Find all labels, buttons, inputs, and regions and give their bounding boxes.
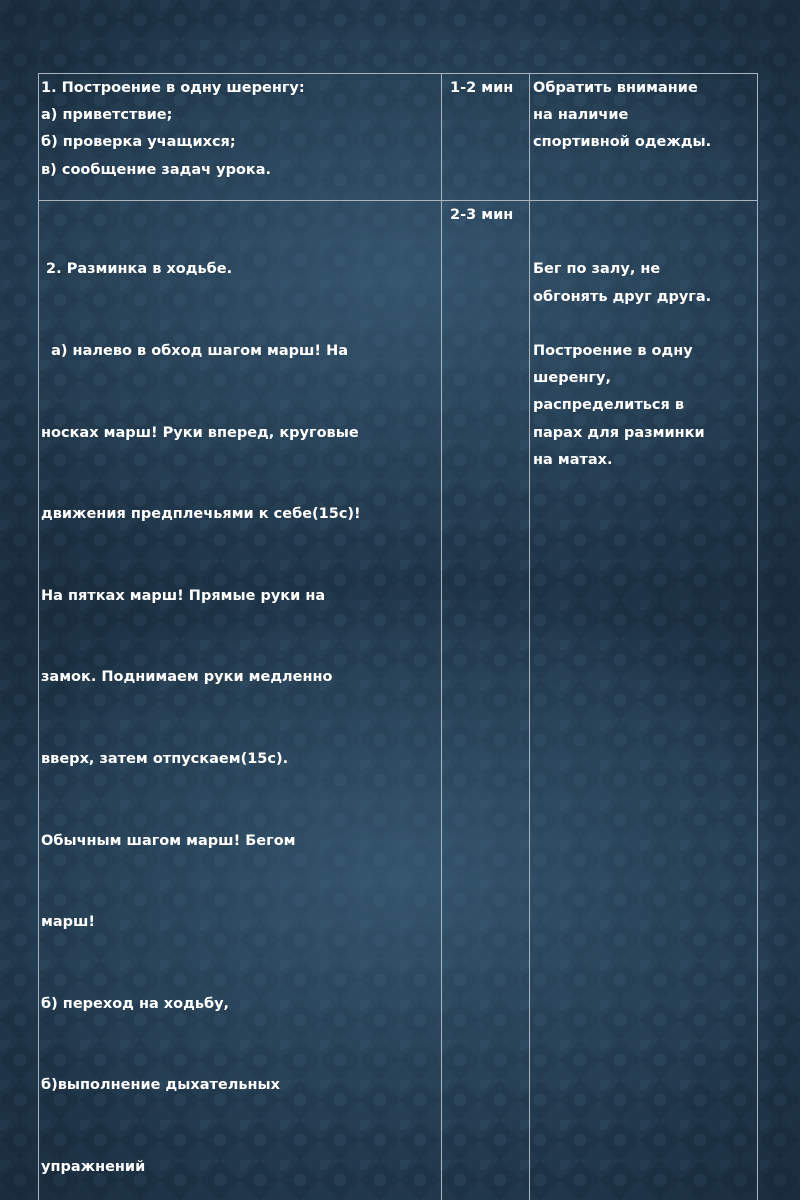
note-line: Бег по залу, не (533, 256, 757, 283)
activity-line: марш! (41, 909, 441, 936)
note-line: на наличие (533, 102, 757, 129)
note-line: Обратить внимание (533, 75, 757, 102)
activity-line: а) налево в обход шагом марш! На (41, 338, 441, 365)
note-line: распределиться в (533, 392, 757, 419)
note-spacer (533, 229, 757, 256)
table-row (39, 74, 758, 201)
activity-line: б) проверка учащихся; (41, 129, 441, 156)
lesson-plan-table (38, 73, 758, 1200)
note-line: Построение в одну (533, 338, 757, 365)
activity-cell (39, 201, 442, 1200)
activity-line: 2. Разминка в ходьбе. (41, 256, 441, 283)
note-line: парах для разминки (533, 420, 757, 447)
activity-line: носках марш! Руки вперед, круговые (41, 420, 441, 447)
note-spacer (533, 311, 757, 338)
note-cell (530, 201, 758, 1200)
note-spacer (533, 202, 757, 229)
activity-line: в) сообщение задач урока. (41, 157, 441, 184)
note-line: шеренгу, (533, 365, 757, 392)
activity-line: вверх, затем отпускаем(15с). (41, 746, 441, 773)
activity-line: Обычным шагом марш! Бегом (41, 828, 441, 855)
activity-line: 1. Построение в одну шеренгу: (41, 75, 441, 102)
time-value: 2-3 мин (450, 202, 529, 229)
activity-cell (39, 74, 442, 201)
activity-line: упражнений (41, 1154, 441, 1181)
table-row (39, 201, 758, 1200)
activity-line: На пятках марш! Прямые руки на (41, 583, 441, 610)
time-cell (442, 74, 530, 201)
note-line: обгонять друг друга. (533, 284, 757, 311)
activity-line: а) приветствие; (41, 102, 441, 129)
activity-line: б)выполнение дыхательных (41, 1072, 441, 1099)
note-cell (530, 74, 758, 201)
time-value: 1-2 мин (450, 75, 529, 102)
activity-line: замок. Поднимаем руки медленно (41, 664, 441, 691)
time-cell (442, 201, 530, 1200)
activity-line: б) переход на ходьбу, (41, 991, 441, 1018)
activity-line: движения предплечьями к себе(15с)! (41, 501, 441, 528)
note-line: спортивной одежды. (533, 129, 757, 156)
note-line: на матах. (533, 447, 757, 474)
